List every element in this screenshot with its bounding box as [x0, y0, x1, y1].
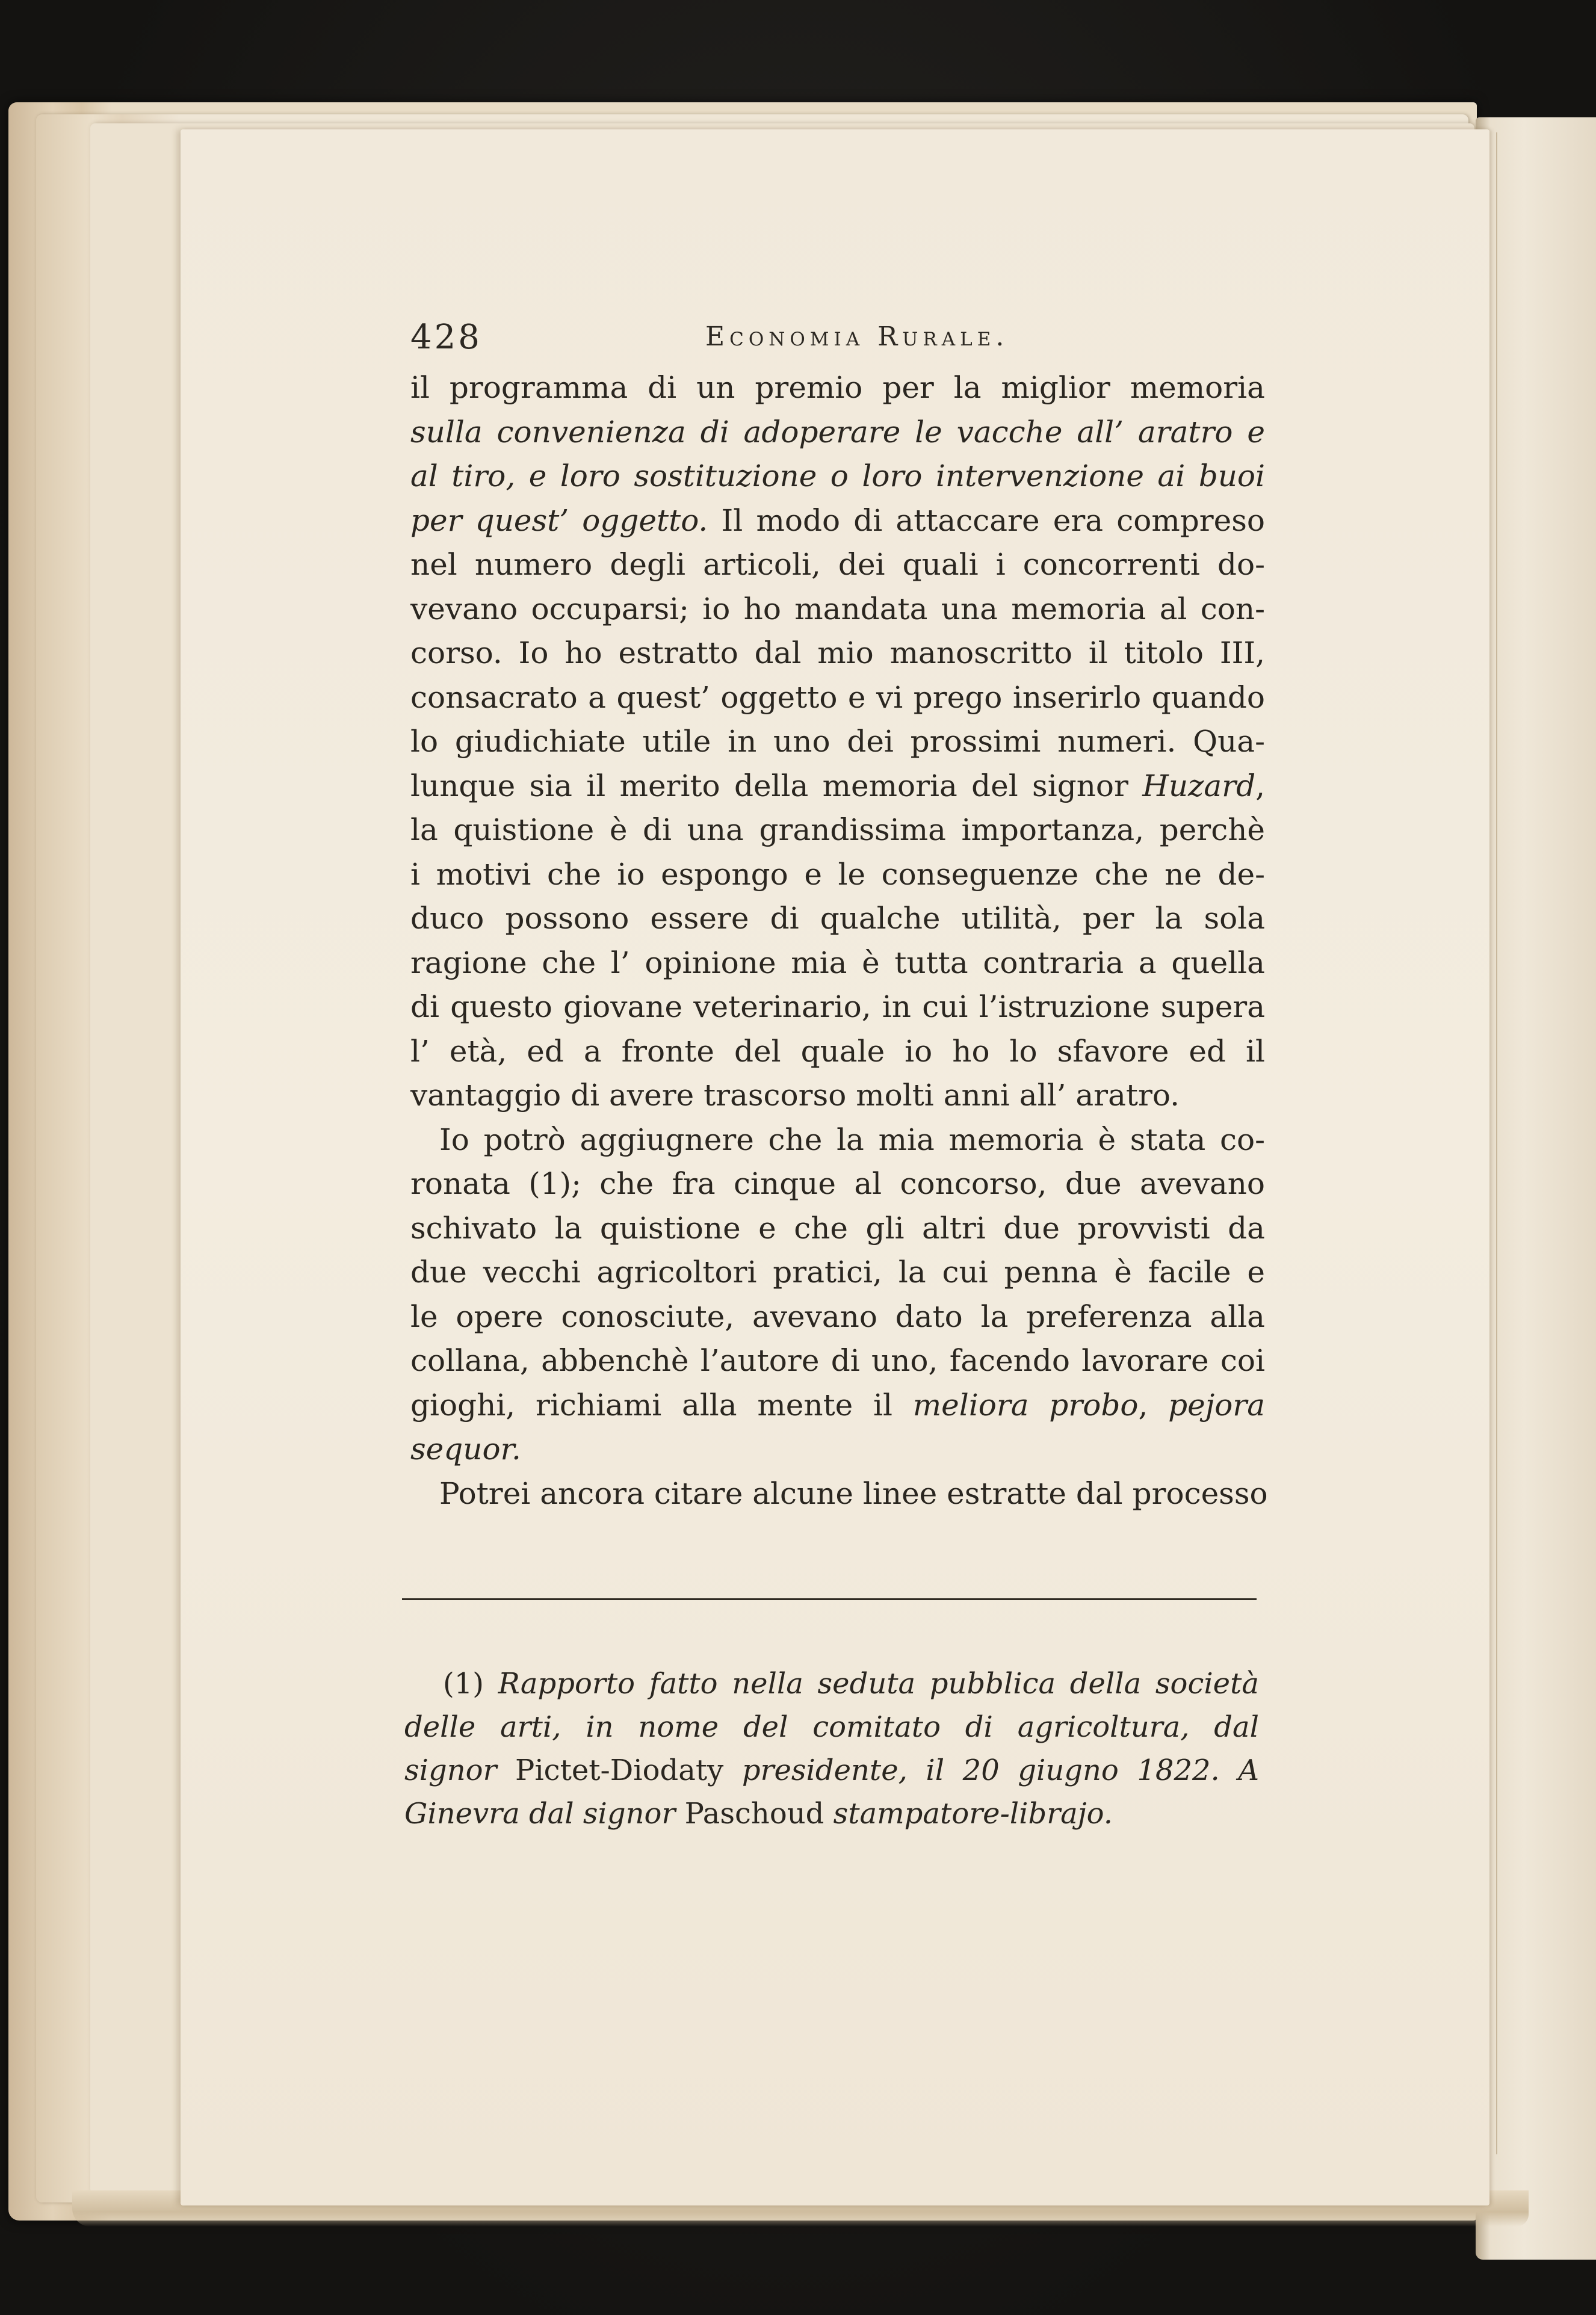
body-line — [410, 631, 1265, 676]
body-line — [410, 410, 1265, 455]
body-text: ragione che l’ opinione mia è tutta contraria a quella — [410, 945, 1265, 980]
body-text: duco possono essere di qualche utilità, per la sola — [410, 901, 1265, 936]
body-line — [410, 897, 1265, 941]
body-text: nel numero degli articoli, dei quali i concorrenti do- — [410, 547, 1265, 582]
footnote-text: signor — [404, 1754, 516, 1787]
body-line — [410, 1427, 1265, 1472]
body-line — [410, 941, 1265, 986]
body-line — [410, 366, 1265, 410]
footnote-text: delle arti, in nome del comitato di agricoltura, dal — [404, 1710, 1259, 1744]
body-text: l’ età, ed a fronte del quale io ho lo sfavore ed il — [410, 1033, 1265, 1069]
body-text: consacrato a quest’ oggetto e vi prego inserirlo quando — [410, 679, 1265, 715]
body-line — [410, 1074, 1265, 1118]
body-text: schivato la quistione e che gli altri due provvisti da — [410, 1210, 1265, 1246]
body-text: collana, abbenchè l’autore di uno, facendo lavorare coi — [410, 1343, 1265, 1378]
body-text: per quest’ oggetto. — [410, 502, 722, 538]
body-line — [410, 808, 1265, 853]
body-text: pejora — [1168, 1387, 1266, 1423]
body-line — [410, 1030, 1265, 1074]
body-text: al tiro, e loro sostituzione o loro intervenzione ai buoi — [410, 459, 1265, 493]
body-text: vevano occuparsi; io ho mandata una memoria al con- — [410, 591, 1265, 626]
footnote-line — [404, 1705, 1259, 1749]
body-text: due vecchi agricoltori pratici, la cui penna è facile e — [410, 1255, 1265, 1290]
footnote-text: (1) — [443, 1667, 498, 1701]
footnote-text: Paschoud — [684, 1797, 834, 1831]
footnote — [404, 1662, 1259, 1835]
body-text: ronata (1); che fra cinque al concorso, due avevano — [410, 1166, 1265, 1201]
body-line — [410, 853, 1265, 897]
body-line — [410, 676, 1265, 720]
main-text — [410, 366, 1268, 1516]
body-text: lunque sia il merito della memoria del signor — [410, 768, 1143, 803]
body-text: Potrei ancora citare alcune linee estratte dal processo — [439, 1476, 1268, 1511]
running-title: Economia Rurale. — [705, 321, 1009, 352]
footnote-line — [404, 1792, 1259, 1835]
body-text: i motivi che io espongo e le conseguenze che ne de- — [410, 856, 1265, 892]
body-line — [410, 499, 1265, 543]
body-line — [410, 454, 1265, 499]
body-text: le opere conosciute, avevano dato la preferenza alla — [410, 1299, 1265, 1334]
body-text: Io potrò aggiugnere che la mia memoria è stata co- — [439, 1122, 1265, 1157]
footnote-text: Pictet-Diodaty — [515, 1754, 742, 1787]
body-line — [410, 1295, 1265, 1340]
body-text: meliora probo — [912, 1387, 1139, 1423]
footnote-text: Ginevra dal signor — [404, 1797, 685, 1831]
body-line — [410, 1339, 1265, 1383]
body-line — [410, 985, 1265, 1030]
body-text: sequor. — [410, 1432, 521, 1467]
body-text: lo giudichiate utile in uno dei prossimi numeri. Qua- — [410, 724, 1265, 759]
running-head — [410, 318, 1265, 360]
body-text: Il modo di attaccare era compreso — [721, 502, 1265, 538]
body-text: , — [1255, 768, 1265, 803]
body-line — [410, 1162, 1265, 1207]
body-text: di questo giovane veterinario, in cui l’istruzione supera — [410, 989, 1265, 1024]
body-line — [410, 720, 1265, 764]
body-text: sulla convenienza di adoperare le vacche all’ aratro e — [410, 414, 1265, 450]
body-text: Huzard — [1142, 768, 1256, 803]
body-text: la quistione è di una grandissima importanza, perchè — [410, 812, 1265, 847]
body-text: il programma di un premio per la miglior memoria — [410, 370, 1265, 405]
body-line — [410, 1472, 1268, 1516]
facing-page-fold — [1496, 132, 1497, 2154]
body-text: vantaggio di avere trascorso molti anni all’ aratro. — [410, 1078, 1180, 1113]
body-text: gioghi, richiami alla mente il — [410, 1387, 913, 1423]
body-text: , — [1138, 1387, 1169, 1423]
page-number: 428 — [410, 318, 482, 357]
footnote-text: presidente, il 20 giugno 1822. A — [741, 1754, 1260, 1787]
body-text: corso. Io ho estratto dal mio manoscritto il titolo III, — [410, 635, 1265, 670]
body-line — [410, 1250, 1265, 1295]
body-line — [410, 1118, 1265, 1163]
footnote-text: stampatore-librajo. — [833, 1797, 1113, 1831]
footnote-line — [404, 1749, 1259, 1792]
footnote-line — [404, 1662, 1259, 1705]
body-line — [410, 1383, 1265, 1428]
facing-page-edge — [1476, 117, 1596, 2260]
body-line — [410, 543, 1265, 587]
footnote-rule — [402, 1598, 1257, 1600]
body-line — [410, 587, 1265, 632]
body-line — [410, 1207, 1265, 1251]
body-line — [410, 764, 1265, 809]
footnote-text: Rapporto fatto nella seduta pubblica della società — [498, 1667, 1259, 1701]
